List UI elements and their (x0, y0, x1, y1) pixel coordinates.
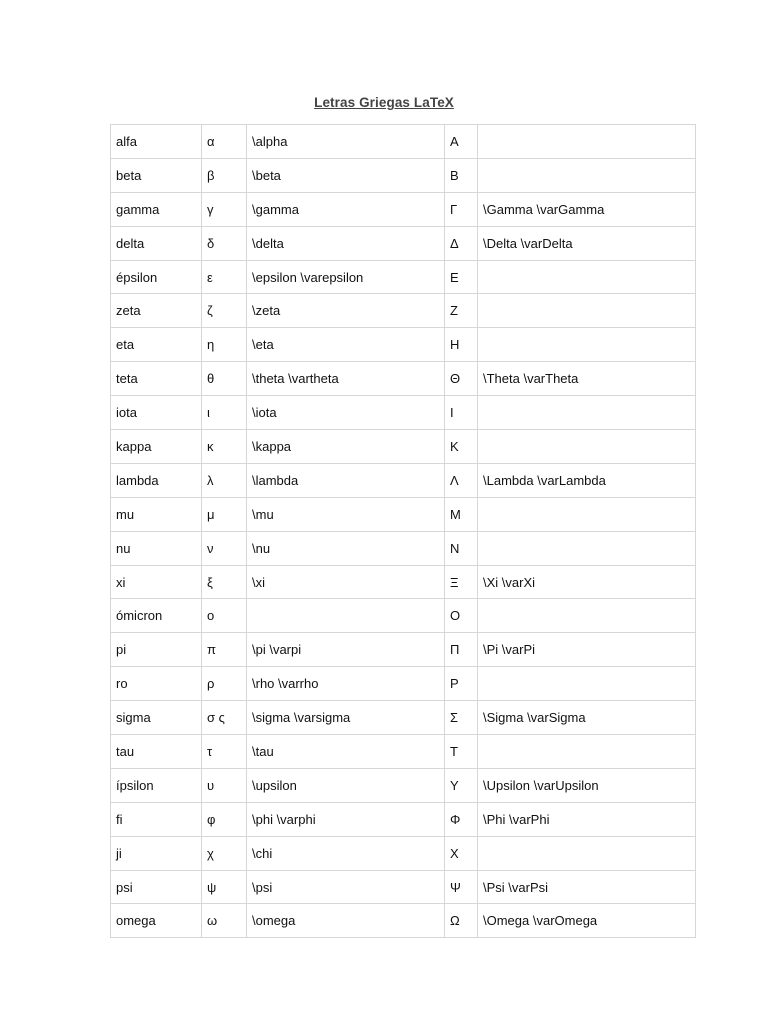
uppercase-symbol-cell: Λ (445, 463, 478, 497)
uppercase-symbol-cell: Θ (445, 362, 478, 396)
lowercase-symbol-cell: π (202, 633, 247, 667)
uppercase-command-cell (478, 396, 696, 430)
greek-letters-table-body (111, 125, 696, 938)
uppercase-symbol-cell: Β (445, 158, 478, 192)
uppercase-symbol-cell: Γ (445, 192, 478, 226)
table-row (111, 430, 696, 464)
uppercase-symbol-cell: Χ (445, 836, 478, 870)
lowercase-symbol-cell: χ (202, 836, 247, 870)
lowercase-symbol-cell: ι (202, 396, 247, 430)
table-row (111, 328, 696, 362)
uppercase-command-cell: \Delta \varDelta (478, 226, 696, 260)
lowercase-symbol-cell: β (202, 158, 247, 192)
uppercase-symbol-cell: Φ (445, 802, 478, 836)
page-title: Letras Griegas LaTeX (314, 95, 454, 110)
lowercase-command-cell: \psi (247, 870, 445, 904)
table-row (111, 226, 696, 260)
lowercase-symbol-cell: θ (202, 362, 247, 396)
lowercase-command-cell: \iota (247, 396, 445, 430)
lowercase-command-cell: \sigma \varsigma (247, 701, 445, 735)
uppercase-symbol-cell: Τ (445, 735, 478, 769)
letter-name-cell: omega (111, 904, 202, 938)
lowercase-command-cell: \delta (247, 226, 445, 260)
uppercase-symbol-cell: Ο (445, 599, 478, 633)
lowercase-command-cell: \nu (247, 531, 445, 565)
table-row (111, 497, 696, 531)
lowercase-command-cell: \beta (247, 158, 445, 192)
uppercase-symbol-cell: Ζ (445, 294, 478, 328)
uppercase-symbol-cell: Ν (445, 531, 478, 565)
letter-name-cell: teta (111, 362, 202, 396)
lowercase-command-cell: \kappa (247, 430, 445, 464)
lowercase-symbol-cell: φ (202, 802, 247, 836)
letter-name-cell: psi (111, 870, 202, 904)
uppercase-command-cell (478, 430, 696, 464)
lowercase-symbol-cell: ν (202, 531, 247, 565)
uppercase-symbol-cell: Υ (445, 768, 478, 802)
uppercase-symbol-cell: Ξ (445, 565, 478, 599)
uppercase-symbol-cell: Ρ (445, 667, 478, 701)
uppercase-command-cell: \Phi \varPhi (478, 802, 696, 836)
uppercase-command-cell: \Sigma \varSigma (478, 701, 696, 735)
lowercase-command-cell: \upsilon (247, 768, 445, 802)
uppercase-command-cell: \Pi \varPi (478, 633, 696, 667)
letter-name-cell: beta (111, 158, 202, 192)
letter-name-cell: fi (111, 802, 202, 836)
uppercase-command-cell (478, 294, 696, 328)
table-row (111, 260, 696, 294)
lowercase-symbol-cell: τ (202, 735, 247, 769)
uppercase-command-cell (478, 599, 696, 633)
letter-name-cell: ípsilon (111, 768, 202, 802)
letter-name-cell: iota (111, 396, 202, 430)
table-row (111, 396, 696, 430)
lowercase-command-cell: \mu (247, 497, 445, 531)
lowercase-symbol-cell: υ (202, 768, 247, 802)
table-row (111, 701, 696, 735)
lowercase-command-cell: \omega (247, 904, 445, 938)
lowercase-command-cell: \eta (247, 328, 445, 362)
table-row (111, 158, 696, 192)
uppercase-symbol-cell: Κ (445, 430, 478, 464)
letter-name-cell: nu (111, 531, 202, 565)
lowercase-command-cell: \zeta (247, 294, 445, 328)
table-row (111, 735, 696, 769)
table-row (111, 802, 696, 836)
uppercase-symbol-cell: Ι (445, 396, 478, 430)
letter-name-cell: sigma (111, 701, 202, 735)
table-row (111, 904, 696, 938)
letter-name-cell: ómicron (111, 599, 202, 633)
uppercase-command-cell (478, 125, 696, 159)
greek-letters-table (110, 124, 696, 938)
table-row (111, 768, 696, 802)
table-row (111, 870, 696, 904)
letter-name-cell: lambda (111, 463, 202, 497)
uppercase-command-cell: \Xi \varXi (478, 565, 696, 599)
lowercase-symbol-cell: η (202, 328, 247, 362)
lowercase-symbol-cell: ε (202, 260, 247, 294)
uppercase-command-cell: \Theta \varTheta (478, 362, 696, 396)
lowercase-command-cell: \gamma (247, 192, 445, 226)
uppercase-symbol-cell: Η (445, 328, 478, 362)
letter-name-cell: delta (111, 226, 202, 260)
table-row (111, 294, 696, 328)
lowercase-command-cell: \phi \varphi (247, 802, 445, 836)
table-row (111, 463, 696, 497)
uppercase-symbol-cell: Μ (445, 497, 478, 531)
lowercase-command-cell: \epsilon \varepsilon (247, 260, 445, 294)
lowercase-symbol-cell: κ (202, 430, 247, 464)
lowercase-symbol-cell: α (202, 125, 247, 159)
letter-name-cell: kappa (111, 430, 202, 464)
table-row (111, 125, 696, 159)
uppercase-command-cell (478, 836, 696, 870)
uppercase-command-cell: \Lambda \varLambda (478, 463, 696, 497)
table-row (111, 836, 696, 870)
uppercase-command-cell: \Upsilon \varUpsilon (478, 768, 696, 802)
uppercase-command-cell: \Psi \varPsi (478, 870, 696, 904)
uppercase-symbol-cell: Π (445, 633, 478, 667)
uppercase-symbol-cell: Σ (445, 701, 478, 735)
lowercase-symbol-cell: ρ (202, 667, 247, 701)
uppercase-command-cell (478, 497, 696, 531)
uppercase-command-cell (478, 328, 696, 362)
lowercase-symbol-cell: ψ (202, 870, 247, 904)
letter-name-cell: zeta (111, 294, 202, 328)
table-row (111, 565, 696, 599)
lowercase-command-cell: \chi (247, 836, 445, 870)
lowercase-command-cell (247, 599, 445, 633)
letter-name-cell: ro (111, 667, 202, 701)
letter-name-cell: tau (111, 735, 202, 769)
table-row (111, 531, 696, 565)
table-row (111, 599, 696, 633)
letter-name-cell: pi (111, 633, 202, 667)
table-row (111, 192, 696, 226)
uppercase-symbol-cell: Α (445, 125, 478, 159)
lowercase-symbol-cell: ζ (202, 294, 247, 328)
uppercase-symbol-cell: Δ (445, 226, 478, 260)
lowercase-symbol-cell: σ ς (202, 701, 247, 735)
uppercase-symbol-cell: Ψ (445, 870, 478, 904)
lowercase-command-cell: \xi (247, 565, 445, 599)
lowercase-symbol-cell: ω (202, 904, 247, 938)
letter-name-cell: alfa (111, 125, 202, 159)
uppercase-command-cell (478, 735, 696, 769)
letter-name-cell: gamma (111, 192, 202, 226)
letter-name-cell: ji (111, 836, 202, 870)
uppercase-command-cell (478, 667, 696, 701)
lowercase-command-cell: \rho \varrho (247, 667, 445, 701)
table-row (111, 362, 696, 396)
lowercase-command-cell: \lambda (247, 463, 445, 497)
letter-name-cell: eta (111, 328, 202, 362)
letter-name-cell: épsilon (111, 260, 202, 294)
lowercase-command-cell: \pi \varpi (247, 633, 445, 667)
lowercase-command-cell: \alpha (247, 125, 445, 159)
lowercase-symbol-cell: μ (202, 497, 247, 531)
lowercase-command-cell: \theta \vartheta (247, 362, 445, 396)
uppercase-command-cell: \Gamma \varGamma (478, 192, 696, 226)
uppercase-symbol-cell: Ω (445, 904, 478, 938)
uppercase-command-cell (478, 158, 696, 192)
uppercase-command-cell (478, 531, 696, 565)
lowercase-symbol-cell: ο (202, 599, 247, 633)
table-row (111, 667, 696, 701)
lowercase-symbol-cell: δ (202, 226, 247, 260)
uppercase-command-cell: \Omega \varOmega (478, 904, 696, 938)
lowercase-symbol-cell: ξ (202, 565, 247, 599)
uppercase-symbol-cell: Ε (445, 260, 478, 294)
table-row (111, 633, 696, 667)
lowercase-symbol-cell: λ (202, 463, 247, 497)
letter-name-cell: mu (111, 497, 202, 531)
letter-name-cell: xi (111, 565, 202, 599)
lowercase-command-cell: \tau (247, 735, 445, 769)
lowercase-symbol-cell: γ (202, 192, 247, 226)
uppercase-command-cell (478, 260, 696, 294)
